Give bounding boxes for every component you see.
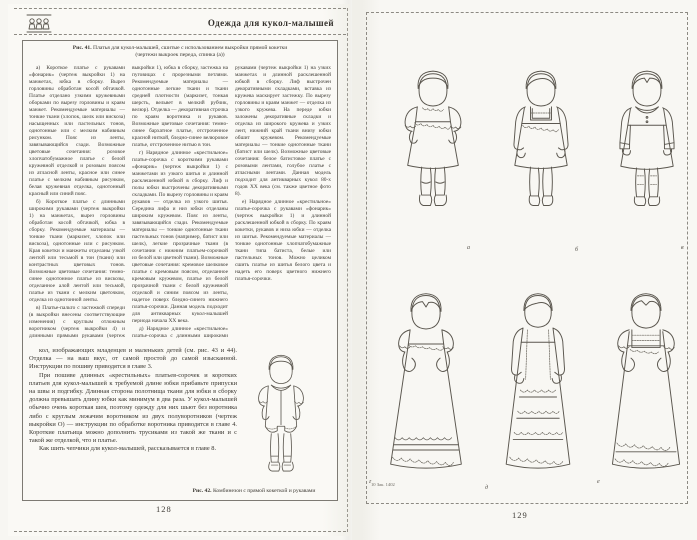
figure-42-caption xyxy=(173,488,335,494)
body-paragraph-1: кол, изображающих младенцев и маленьких детей (см. рис. 43 и 44). Отделка — на ваш вкус, от самой простой до самой изысканной. Инструкции по пошиву приводятся в главе 3. xyxy=(29,347,237,371)
body-text-block xyxy=(29,347,237,454)
page-edge-rule-top xyxy=(14,8,346,9)
doll-label-d: д xyxy=(485,485,489,491)
doll-illustration-f xyxy=(593,271,697,501)
figure-41-box xyxy=(22,40,338,501)
doll-label-v: в xyxy=(681,245,684,251)
doll-label-e: е xyxy=(597,479,600,485)
doll-illustration-e xyxy=(485,271,591,501)
figure-41-caption-line2: (чертежи выкроек переда, спинка (а)) xyxy=(135,52,225,58)
paragraph-g: г) Нарядное длинное «крестильное» платье-сорочка с короткими рукавами «фонарик» (чертеж выкройки 1) с манжетами из узкого шитья и длинной расклешенной юбкой в сборку. Лиф и полы юбки выстрочены декоративными складками. По вырезу горловины и краям рукавов — отделка из узкого шитья. Середина лифа и низ юбки отделаны широким кружевом. Пояс из ленты, завязывающийся сзади. Рекомендуемые материалы — тонкие однотонные ткани пастельных тонов (например, батист или шелк), легкие прозрачные ткани (в сочетании с нижним платьем-сорочкой из белой или цветной ткани). Возможные цветовые сочетания: кремовое шелковое платье с кремовым поясом, отделанное кремовым кружевом, платье из белой прозрачной ткани с белой кружевной отделкой и синим поясом из ленты, надетое поверх бледно-синего нижнего платья-сорочки. Данная модель подходит для антикварных кукол-малышей периода начала XX века. xyxy=(132,150,228,324)
page-edge-rule-right xyxy=(347,8,348,532)
paragraph-e: е) Нарядное длинное «крестильное» платье-сорочка с рукавами «фонарик» (чертеж выкройки 1) и длинной расклешенной юбкой в сборку. По краям кокетки, рукавов и низа юбки — отделка из шитья. Рекомендуемые материалы — тонкие однотонные хлопчатобумажные ткани типа батиста, белые или пастельных тонов. Можно целиком сшить платье из шитья белого цвета и надеть его поверх цветного нижнего платья-сорочки. xyxy=(235,199,331,282)
right-page xyxy=(352,0,697,540)
figure-42-caption-text: Комбинезон с прямой кокеткой и рукавами xyxy=(212,488,316,494)
figure-41-label: Рис. 41. xyxy=(72,45,92,51)
paragraph-b: б) Короткое платье с длинными широкими рукавами (чертеж выкройки 1) на манжетах, вырез горловины обработан косой обтачкой, юбка в сборку. Рекомендуемые материалы — тонкие ткани (маркизет, хлопок или вискоза), однотонные или с рисунком. Края кокетки и манжеты отделаны узкой лентой или тесьмой в тон (ткани) или контрастных цветовых тонов. Возможные цветовые сочетания: темно-синее однотонное платье из вискозы, отделанное алой лентой или тесьмой, платье из ткани с мелким цветочком, отделка из однотонной ленты. xyxy=(29,199,125,303)
figure-41-plate xyxy=(366,12,688,504)
page-number-right: 129 xyxy=(512,510,528,520)
paragraph-d: д) Нарядное длинное «крестильное» платье-сорочка с длинными широкими рукавами (чертеж выкройки 1) на узких манжетах и длинной расклешенной юбкой в сборку. Лиф выстрочен декоративными складками, вставка из кружева маскирует застежку. По вырезу горловины и краям манжет — отделка из узкого кружева. На переде юбки заложены декоративные складки и отделка из широкого кружева и узких лент, нижний край ткани внизу юбки обшит кружевом. Рекомендуемые материалы — тонкие однотонные ткани (батист или шелк). Возможные цветовые сочетания: белое батистовое платье с розовыми лентами, голубое платье с атласными лентами. Данная модель подходит для антикварных кукол 80-х годов XX века (см. также цветное фото 8). xyxy=(132,65,331,339)
left-page xyxy=(8,4,350,536)
figure-42-label: Рис. 42. xyxy=(192,488,212,494)
doll-label-a: а xyxy=(467,245,470,251)
paragraph-a: а) Короткое платье с рукавами «фонарик» (чертеж выкройки 1) на манжетах, юбка в сборку. Вырез горловины обработан косой обтачкой. Платье отделано узкими кружевными оборками по вырезу горловины и краям манжет. Рекомендуемые материалы — тонкие ткани (хлопок, шелк или вискоза) насыщенных или пастельных тонов, однотонные или с мелким набивным рисунком. Пояс из ленты, завязывающийся сзади. Возможные цветовые сочетания: розовое хлопчатобумажное платье с белой кружевной отделкой и розовым поясом из атласной ленты, красное или синее платье с мелким набивным рисунком, белая кружевная отделка, однотонный красный или синий пояс. xyxy=(29,65,125,197)
doll-illustration-d xyxy=(373,271,479,501)
header-rule xyxy=(14,34,346,35)
doll-illustration-a xyxy=(385,25,481,263)
paragraph-v: в) Платье-пальто с застежкой спереди (в выкройки внесены соответствующие изменения) с круглым отложным воротником (чертеж выкройки 4) и длинными прямыми рукавами (чертеж выкройки 1), юбка в сборку, застежка на пуговицах с прорезными петлями. Рекомендуемые материалы — однотонные легкие ткани и ткани средней плотности (маркизет, тонкая шерсть, вельвет в мелкий рубчик, велюр). Отделка — декоративная строчка по краям воротника и рукавов. Возможные цветовые сочетания: темно-синее бархатное платье, отстроченное красной ниткой, бледно-синее велюровое платье, отстроченное нитью в тон. xyxy=(29,65,228,339)
doll-label-g: г xyxy=(369,479,372,485)
figure-41-caption xyxy=(23,45,337,59)
page-number-left: 128 xyxy=(156,504,172,514)
body-paragraph-2: При пошиве длинных «крестильных» платьев-сорочек и коротких платьев для кукол-малышей к требуемой длине юбки прибавьте припуски на швы и подгибку. Длинная сторона полотнища ткани для юбки в сборку должна превышать длину юбки как минимум в два раза. У кукол-малышей обычно очень короткая шея, поэтому одежду для них шьют без воротника либо с круглым лежачим воротником из двух полуворотников (чертеж выкройки О) — инструкции по обработке воротника приводятся в главе 4. Короткие платьица можно дополнить трусиками из такой же ткани и с такой же отделкой, что и платье. xyxy=(29,371,237,445)
doll-illustration-c xyxy=(599,25,695,263)
body-paragraph-3: Как шить чепчики для кукол-малышей, рассказывается в главе 8. xyxy=(39,445,217,453)
doll-illustration-b xyxy=(493,25,589,263)
publisher-logo-icon xyxy=(26,12,52,36)
page-edge-rule-bottom xyxy=(14,531,346,532)
running-header-title: Одежда для кукол-малышей xyxy=(207,18,334,28)
printers-imprint: 10 Зак. 1402 xyxy=(371,482,395,487)
doll-label-b: б xyxy=(575,247,579,253)
figure-41-text-columns xyxy=(29,65,331,343)
romper-doll-illustration xyxy=(239,353,323,495)
figure-41-caption-line1: Платья для кукол-малышей, сшитые с использованием выкройки прямой кокетки xyxy=(93,45,288,51)
